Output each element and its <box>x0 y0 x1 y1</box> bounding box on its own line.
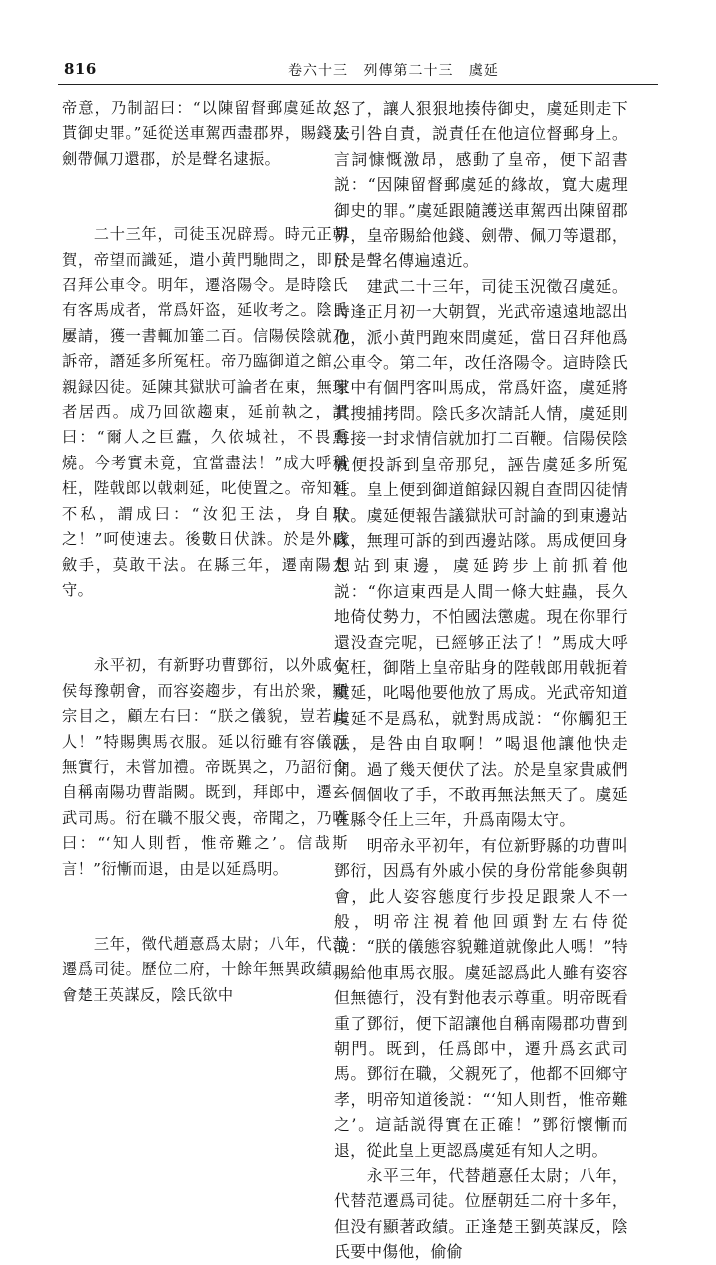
page-number: 816 <box>64 60 97 78</box>
classical-text-column <box>62 96 348 1008</box>
classical-paragraph-1: 帝意，乃制詔曰：“以陳留督郵虞延故，貰御史罪。”延從送車駕西盡郡界，賜錢及劍帶佩刀還郡，於是聲名逮振。 <box>62 99 348 168</box>
running-head-subject: 虞延 <box>468 63 499 79</box>
running-head <box>288 60 509 80</box>
translation-paragraph-4: 永平三年，代替趙憙任太尉；八年，代替范遷爲司徒。位歷朝廷二府十多年，但没有顯著政績。正逢楚王劉英謀反，陰氏要中傷他，偷偷 <box>334 1166 628 1262</box>
translation-text-column <box>334 96 628 1265</box>
translation-paragraph-3: 明帝永平初年，有位新野縣的功曹叫鄧衍，因爲有外戚小侯的身份常能參與朝會，此人姿容態度行步投足跟衆人不一般，明帝注視着他回頭對左右侍從説：“朕的儀態容貌難道就像此人嗎！”特賜給他車馬衣服。虞延認爲此人雖有姿容但無德行，没有對他表示尊重。明帝既看重了鄧衍，便下詔讓他自稱南陽郡功曹到朝門。既到，任爲郎中，遷升爲玄武司馬。鄧衍在職，父親死了，他都不回鄉守孝，明帝知道後説：“‘知人則哲，惟帝難之’。這話説得實在正確！”鄧衍懷慚而退，從此皇上更認爲虞延有知人之明。 <box>334 835 628 1160</box>
running-head-chapter: 列傳第二十三 <box>363 63 454 79</box>
translation-paragraph-1: 怒了，讓人狠狠地揍侍御史，虞延則走下去引咎自責，説責任在他這位督郵身上。言詞慷慨激昂，感動了皇帝，便下詔書説：“因陳留督郵虞延的緣故，寬大處理御史的罪。”虞延跟隨護送車駕西出陳留郡界，皇帝賜給他錢、劍帶、佩刀等還郡，於是聲名傳遍遠近。 <box>334 99 628 271</box>
column-gutter <box>316 96 317 966</box>
classical-paragraph-3: 永平初，有新野功曹鄧衍，以外戚小侯每豫朝會，而容姿趨步，有出於衆，顯宗目之，顧左右曰：“朕之儀貌，豈若此人！”特賜輿馬衣服。延以衍雖有容儀而無實行，未嘗加禮。帝既異之，乃詔衍令自稱南陽功曹詣闕。既到，拜郎中，遷玄武司馬。衍在職不服父喪，帝聞之，乃嘆曰：“‘知人則哲，惟帝難之’。信哉斯言！”衍慚而退，由是以延爲明。 <box>62 656 348 878</box>
classical-paragraph-4: 三年，徵代趙憙爲太尉；八年，代范遷爲司徒。歷位二府，十餘年無異政績。會楚王英謀反，陰氏欲中 <box>62 934 348 1004</box>
running-head-volume: 卷六十三 <box>288 63 348 79</box>
page-header <box>58 58 658 85</box>
classical-paragraph-2: 二十三年，司徒玉况辟焉。時元正朝賀，帝望而識延，遣小黄門馳問之，即日召拜公車令。明年，遷洛陽令。是時陰氏有客馬成者，常爲奸盗，延收考之。陰氏屢請，獲一書輒加箠二百。信陽侯陰就乃訴帝，譖延多所冤枉。帝乃臨御道之館，親録囚徒。延陳其獄狀可論者在東，無理者居西。成乃回欲趨東，延前執之，謂曰：“爾人之巨蠹，久依城社，不畏熏燒。今考實未竟，宜當盡法！”成大呼稱枉，陛戟郎以戟刺延，叱使置之。帝知延不私，謂成曰：“汝犯王法，身自取之！”呵使速去。後數日伏誅。於是外戚斂手，莫敢干法。在縣三年，遷南陽太守。 <box>62 225 348 599</box>
translation-paragraph-2: 建武二十三年，司徒玉況徵召虞延。時逢正月初一大朝賀，光武帝遠遠地認出他，派小黄門跑來問虞延，當日召拜他爲公車令。第二年，改任洛陽令。這時陰氏家中有個門客叫馬成，常爲奸盗，虞延將其搜捕拷問。陰氏多次請託人情，虞延則每接一封求情信就加打二百鞭。信陽侯陰就便投訴到皇帝那兒，誣告虞延多所冤枉。皇上便到御道館録囚親自查問囚徒情狀。虞延便報告議獄狀可討論的到東邊站隊，無理可訴的到西邊站隊。馬成便回身想站到東邊，虞延跨步上前抓着他説：“你這東西是人間一條大蛀蟲，長久地倚仗勢力，不怕國法懲處。現在你罪行還没查完呢，已經够正法了！”馬成大呼冤枉，御階上皇帝貼身的陛戟郎用戟扼着虞延，叱喝他要他放了馬成。光武帝知道虞延不是爲私，就對馬成説：“你觸犯王法，是咎由自取啊！”喝退他讓他快走開。過了幾天便伏了法。於是皇家貴戚們一個個收了手，不敢再無法無天了。虞延在縣令任上三年，升爲南陽太守。 <box>334 276 628 830</box>
